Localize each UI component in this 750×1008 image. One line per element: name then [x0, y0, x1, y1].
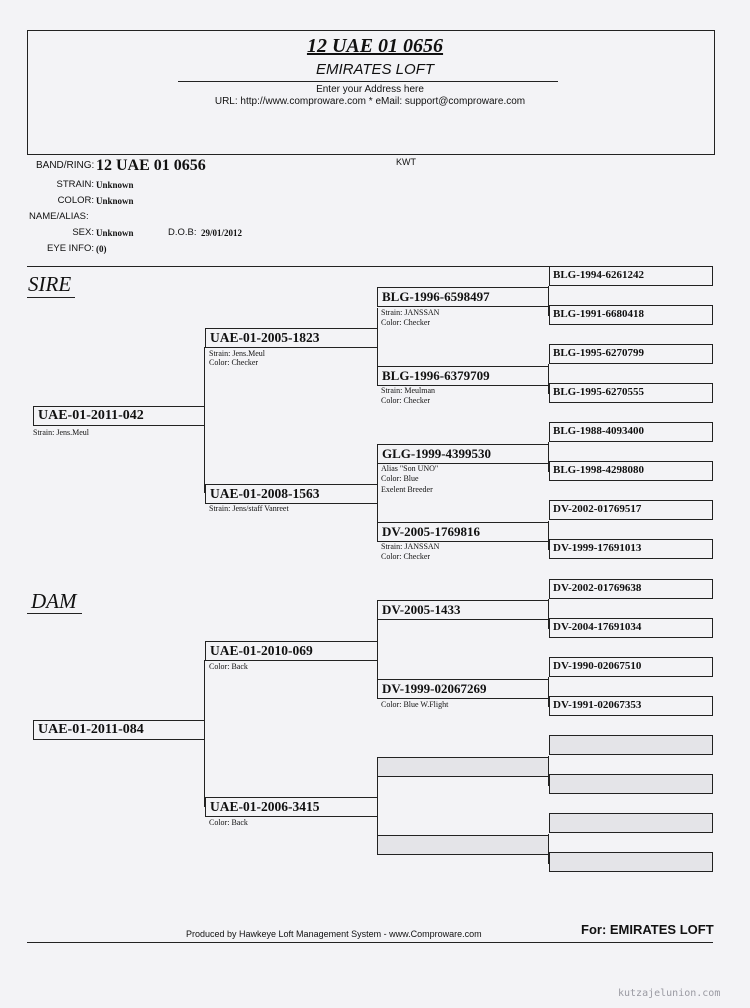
dam-heading: DAM	[31, 589, 77, 613]
sire-mother-box[interactable]: UAE-01-2008-1563	[205, 484, 378, 504]
footer-produced: Produced by Hawkeye Loft Management System - www.Comproware.com	[186, 929, 482, 939]
gen4-box[interactable]: BLG-1994-6261242	[549, 266, 713, 286]
ds-mother-box[interactable]: DV-1999-02067269	[377, 679, 549, 699]
gen4-box[interactable]: DV-2004-17691034	[549, 618, 713, 638]
ring-title: 12 UAE 01 0656	[306, 35, 444, 57]
color-value: Unknown	[96, 196, 134, 206]
ss-father-box[interactable]: BLG-1996-6598497	[377, 287, 549, 307]
dam-box[interactable]: UAE-01-2011-084	[33, 720, 205, 740]
ss-mother-note: Color: Checker	[381, 396, 431, 405]
dob-label: D.O.B:	[168, 227, 197, 238]
sire-underline	[27, 297, 75, 298]
sire-father-note: Color: Checker	[209, 358, 259, 367]
empty-box	[549, 774, 713, 794]
strain-label: STRAIN:	[56, 179, 94, 190]
sire-heading: SIRE	[28, 272, 72, 296]
gen4-box[interactable]: BLG-1988-4093400	[549, 422, 713, 442]
sd-mother-note: Color: Checker	[381, 552, 431, 561]
country-code: KWT	[396, 157, 416, 167]
eye-info-value: (0)	[96, 244, 107, 254]
watermark: kutzajelunion.com	[618, 988, 721, 999]
name-alias-label: NAME/ALIAS:	[29, 211, 89, 222]
url-line: URL: http://www.comproware.com * eMail: support@comproware.com	[214, 96, 526, 107]
ss-mother-note: Strain: Meulman	[381, 386, 435, 395]
ds-father-box[interactable]: DV-2005-1433	[377, 600, 549, 620]
address-line: Enter your Address here	[316, 84, 424, 95]
gen4-box[interactable]: BLG-1991-6680418	[549, 305, 713, 325]
ss-father-note: Color: Checker	[381, 318, 431, 327]
ds-mother-note: Color: Blue W.Flight	[381, 700, 449, 709]
empty-box	[549, 813, 713, 833]
footer-for: For: EMIRATES LOFT	[581, 922, 714, 937]
sd-father-note: Color: Blue	[381, 474, 419, 483]
dam-underline	[27, 613, 82, 614]
dam-father-box[interactable]: UAE-01-2010-069	[205, 641, 378, 661]
ss-father-note: Strain: JANSSAN	[381, 308, 440, 317]
sd-father-note: Alias "Son UNO"	[381, 464, 439, 473]
gen4-box[interactable]: BLG-1995-6270799	[549, 344, 713, 364]
header-divider	[178, 81, 558, 82]
dam-father-note: Color: Back	[209, 662, 248, 671]
gen4-box[interactable]: DV-2002-01769638	[549, 579, 713, 599]
gen4-box[interactable]: BLG-1995-6270555	[549, 383, 713, 403]
gen4-box[interactable]: DV-1999-17691013	[549, 539, 713, 559]
gen4-box[interactable]: DV-1991-02067353	[549, 696, 713, 716]
eye-info-label: EYE INFO:	[47, 243, 94, 254]
ss-mother-box[interactable]: BLG-1996-6379709	[377, 366, 549, 386]
empty-box	[549, 735, 713, 755]
empty-box	[549, 852, 713, 872]
sire-mother-note: Strain: Jens/staff Vanreet	[209, 504, 289, 513]
sex-value: Unknown	[96, 228, 134, 238]
dam-mother-note: Color: Back	[209, 818, 248, 827]
sire-father-box[interactable]: UAE-01-2005-1823	[205, 328, 378, 348]
band-value: 12 UAE 01 0656	[96, 157, 206, 174]
dam-mother-box[interactable]: UAE-01-2006-3415	[205, 797, 378, 817]
footer-divider	[27, 942, 713, 943]
gen4-box[interactable]: BLG-1998-4298080	[549, 461, 713, 481]
strain-value: Unknown	[96, 180, 134, 190]
empty-box	[377, 835, 549, 855]
sex-label: SEX:	[72, 227, 94, 238]
sd-father-note: Exelent Breeder	[381, 485, 433, 494]
sd-mother-box[interactable]: DV-2005-1769816	[377, 522, 549, 542]
color-label: COLOR:	[57, 195, 94, 206]
sire-note: Strain: Jens.Meul	[33, 428, 89, 437]
gen4-box[interactable]: DV-1990-02067510	[549, 657, 713, 677]
gen4-box[interactable]: DV-2002-01769517	[549, 500, 713, 520]
sd-mother-note: Strain: JANSSAN	[381, 542, 440, 551]
empty-box	[377, 757, 549, 777]
sd-father-box[interactable]: GLG-1999-4399530	[377, 444, 549, 464]
dob-value: 29/01/2012	[201, 228, 243, 238]
sire-father-note: Strain: Jens.Meul	[209, 349, 265, 358]
sire-box[interactable]: UAE-01-2011-042	[33, 406, 205, 426]
band-label: BAND/RING:	[36, 160, 95, 171]
loft-name: EMIRATES LOFT	[315, 61, 435, 78]
